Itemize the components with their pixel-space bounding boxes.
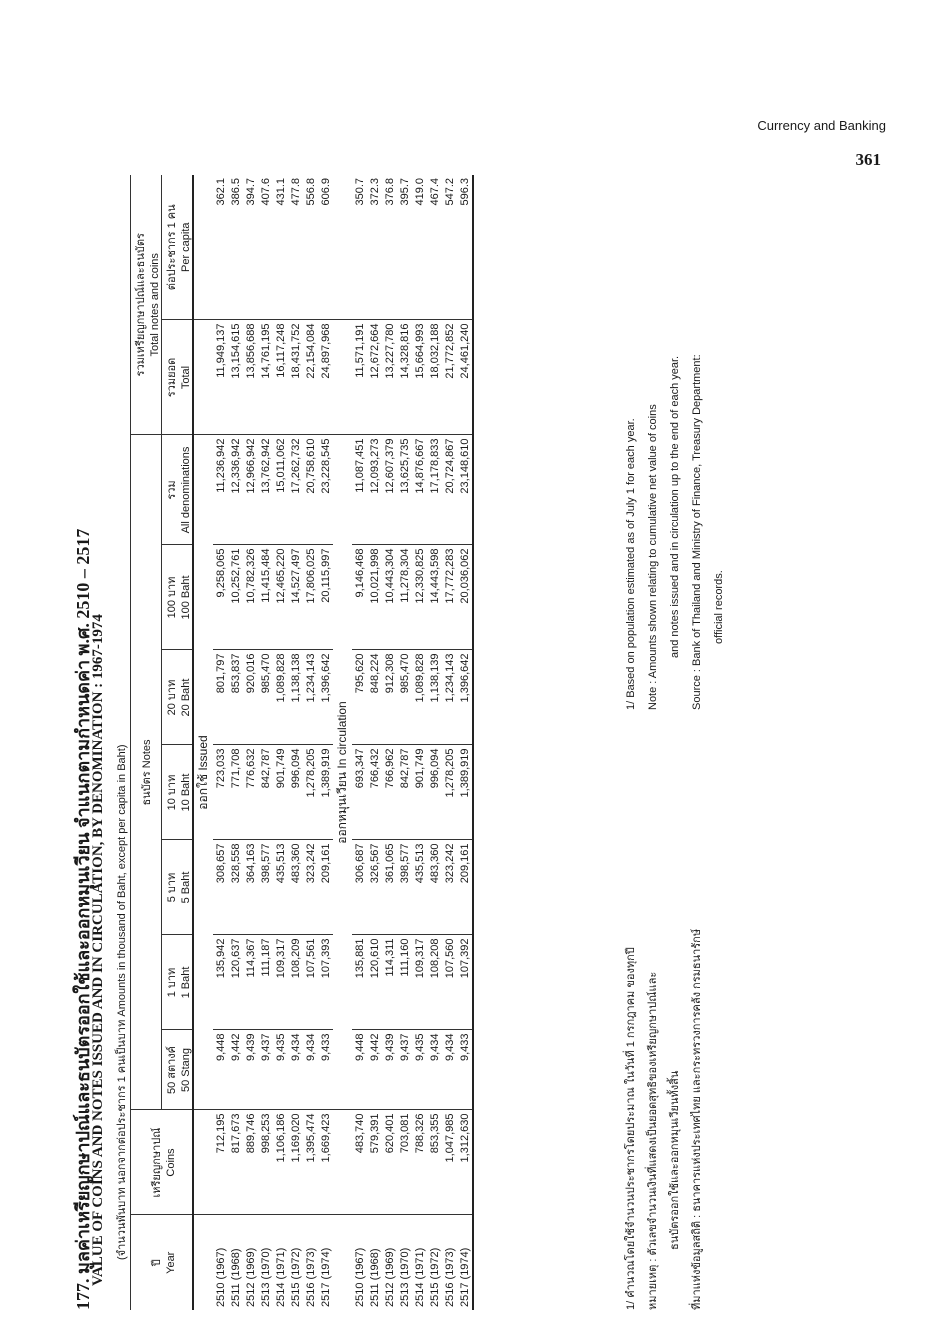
table-cell: 24,897,968 bbox=[318, 320, 333, 435]
table-cell: 579,391 bbox=[367, 1110, 382, 1215]
table-cell: 9,448 bbox=[352, 1030, 367, 1110]
table-cell: 107,393 bbox=[318, 935, 333, 1030]
table-cell: 11,949,137 bbox=[213, 320, 228, 435]
notes-group-header bbox=[131, 435, 162, 1110]
table-cell: 9,439 bbox=[382, 1030, 397, 1110]
note-en-2: and notes issued and in circulation up to the end of each year. bbox=[669, 355, 681, 658]
section-row bbox=[333, 175, 352, 1310]
table-cell: 483,360 bbox=[288, 840, 303, 935]
table-row bbox=[228, 175, 243, 1310]
per-capita-en: Per capita bbox=[180, 175, 193, 320]
section-spacer bbox=[193, 1215, 213, 1310]
table-cell: 1,312,630 bbox=[457, 1110, 473, 1215]
table-cell: 20,036,062 bbox=[457, 545, 473, 650]
table-cell: 14,876,667 bbox=[412, 435, 427, 545]
table-cell: 483,360 bbox=[427, 840, 442, 935]
table-cell: 14,443,598 bbox=[427, 545, 442, 650]
footnotes-english bbox=[620, 354, 730, 710]
table-cell: 17,772,283 bbox=[442, 545, 457, 650]
table-cell: 9,435 bbox=[412, 1030, 427, 1110]
table-cell: 17,178,833 bbox=[427, 435, 442, 545]
table-cell: 547.2 bbox=[442, 175, 457, 320]
table-cell: 135,881 bbox=[352, 935, 367, 1030]
page-number: 361 bbox=[855, 150, 881, 169]
table-cell: 12,465,220 bbox=[273, 545, 288, 650]
table-units: (จำนวนพันบาท นอกจากต่อประชากร 1 คนเป็นบาท Amounts in thousand of Baht, except per capita in Baht) bbox=[116, 744, 128, 1260]
table-cell: 1,138,138 bbox=[288, 650, 303, 745]
table-cell: 9,434 bbox=[427, 1030, 442, 1110]
table-cell: 108,209 bbox=[288, 935, 303, 1030]
row-year: 2517 (1974) bbox=[457, 1215, 473, 1310]
table-cell: 556.8 bbox=[303, 175, 318, 320]
table-cell: 419.0 bbox=[412, 175, 427, 320]
table-cell: 12,672,664 bbox=[367, 320, 382, 435]
table-cell: 12,966,942 bbox=[243, 435, 258, 545]
table-cell: 467.4 bbox=[427, 175, 442, 320]
table-row bbox=[397, 175, 412, 1310]
table-row bbox=[243, 175, 258, 1310]
table-cell: 323,242 bbox=[303, 840, 318, 935]
denom-th: 20 บาท bbox=[162, 650, 181, 745]
row-year: 2511 (1968) bbox=[229, 1248, 242, 1307]
notes-group-th: ธนบัตร bbox=[141, 771, 153, 806]
table-cell: 17,806,025 bbox=[303, 545, 318, 650]
table-cell: 12,336,942 bbox=[228, 435, 243, 545]
running-header: Currency and Banking bbox=[757, 118, 886, 133]
table-cell: 9,435 bbox=[273, 1030, 288, 1110]
table-cell: 12,607,379 bbox=[382, 435, 397, 545]
notes-group-en: Notes bbox=[141, 739, 153, 769]
row-year: 2515 (1972) bbox=[428, 1247, 441, 1307]
table-cell: 901,749 bbox=[412, 745, 427, 840]
table-cell: 395.7 bbox=[397, 175, 412, 320]
table-cell: 1,389,919 bbox=[457, 745, 473, 840]
table-row bbox=[457, 175, 473, 1310]
table-cell: 771,708 bbox=[228, 745, 243, 840]
denom-th: 50 สตางค์ bbox=[162, 1030, 181, 1110]
denom-en: 5 Baht bbox=[180, 840, 193, 935]
table-cell: 9,439 bbox=[243, 1030, 258, 1110]
total-th: รวมยอด bbox=[162, 320, 181, 435]
col-year-en: Year bbox=[164, 1251, 177, 1274]
table-cell: 723,033 bbox=[213, 745, 228, 840]
row-year: 2512 (1969) bbox=[383, 1247, 396, 1307]
table-cell: 361,065 bbox=[382, 840, 397, 935]
total-group-en: Total notes and coins bbox=[149, 253, 161, 357]
col-coins-th: เหรียญกษาปณ์ bbox=[150, 1127, 163, 1198]
table-row bbox=[427, 175, 442, 1310]
table-cell: 435,513 bbox=[273, 840, 288, 935]
row-year: 2513 (1970) bbox=[259, 1247, 272, 1307]
table-cell: 120,610 bbox=[367, 935, 382, 1030]
table-cell: 985,470 bbox=[258, 650, 273, 745]
table-cell: 12,330,825 bbox=[412, 545, 427, 650]
table-cell: 23,228,545 bbox=[318, 435, 333, 545]
table-cell: 22,154,084 bbox=[303, 320, 318, 435]
section-label: ออกใช้ Issued bbox=[193, 435, 213, 1110]
table-cell: 1,396,642 bbox=[318, 650, 333, 745]
denom-en: 1 Baht bbox=[180, 935, 193, 1030]
table-cell: 596.3 bbox=[457, 175, 473, 320]
table-cell: 14,761,195 bbox=[258, 320, 273, 435]
note-th-2: ธนบัตรออกใช้และออกหมุนเวียนทั้งสิ้น bbox=[669, 1070, 681, 1250]
table-cell: 889,746 bbox=[243, 1110, 258, 1215]
table-cell: 483,740 bbox=[352, 1110, 367, 1215]
table-cell: 16,117,248 bbox=[273, 320, 288, 435]
table-cell: 1,278,205 bbox=[442, 745, 457, 840]
table-cell: 10,443,304 bbox=[382, 545, 397, 650]
table-cell: 912,308 bbox=[382, 650, 397, 745]
title-thai-text: มูลค่าเหรียญกษาปณ์และธนบัตรออกใช้และออกหมุนเวียน จำแนกตามกำหนดค่า พ.ศ. 2510 – 2517 bbox=[73, 528, 93, 1274]
table-cell: 9,146,468 bbox=[352, 545, 367, 650]
col-coins-header bbox=[131, 1110, 194, 1215]
table-cell: 209,161 bbox=[457, 840, 473, 935]
row-year: 2510 (1967) bbox=[214, 1247, 227, 1307]
source-th: ที่มาแห่งข้อมูลสถิติ : ธนาคารแห่งประเทศไทย และกระทรวงการคลัง กรมธนารักษ์ bbox=[691, 928, 703, 1310]
table-cell: 1,169,020 bbox=[288, 1110, 303, 1215]
table-cell: 712,195 bbox=[213, 1110, 228, 1215]
table-cell: 1,047,985 bbox=[442, 1110, 457, 1215]
table-cell: 328,558 bbox=[228, 840, 243, 935]
table-cell: 9,434 bbox=[442, 1030, 457, 1110]
table-cell: 398,577 bbox=[258, 840, 273, 935]
table-cell: 114,311 bbox=[382, 935, 397, 1030]
table-cell: 24,461,240 bbox=[457, 320, 473, 435]
table-cell: 107,560 bbox=[442, 935, 457, 1030]
per-capita-th: ต่อประชากร 1 คน bbox=[162, 175, 181, 320]
table-title-english: VALUE OF COINS AND NOTES ISSUED AND IN CIRCULATION, BY DENOMINATION : 1967-1974 bbox=[90, 614, 106, 1286]
table-cell: 13,154,615 bbox=[228, 320, 243, 435]
table-cell: 477.8 bbox=[288, 175, 303, 320]
table-cell: 109,317 bbox=[273, 935, 288, 1030]
row-year: 2513 (1970) bbox=[398, 1247, 411, 1307]
table-cell: 901,749 bbox=[273, 745, 288, 840]
table-cell: 394.7 bbox=[243, 175, 258, 320]
data-table bbox=[130, 175, 474, 1310]
table-cell: 13,856,688 bbox=[243, 320, 258, 435]
table-cell: 766,432 bbox=[367, 745, 382, 840]
table-cell: 350.7 bbox=[352, 175, 367, 320]
table-cell: 9,434 bbox=[288, 1030, 303, 1110]
table-cell: 842,787 bbox=[258, 745, 273, 840]
table-cell: 14,328,816 bbox=[397, 320, 412, 435]
table-cell: 9,433 bbox=[457, 1030, 473, 1110]
denom-th: 1 บาท bbox=[162, 935, 181, 1030]
table-cell: 18,431,752 bbox=[288, 320, 303, 435]
table-cell: 120,637 bbox=[228, 935, 243, 1030]
table-cell: 1,669,423 bbox=[318, 1110, 333, 1215]
table-cell: 853,355 bbox=[427, 1110, 442, 1215]
table-cell: 9,434 bbox=[303, 1030, 318, 1110]
table-cell: 10,252,761 bbox=[228, 545, 243, 650]
table-cell: 15,664,993 bbox=[412, 320, 427, 435]
table-cell: 372.3 bbox=[367, 175, 382, 320]
table-cell: 20,724,867 bbox=[442, 435, 457, 545]
table-cell: 1,106,186 bbox=[273, 1110, 288, 1215]
table-cell: 1,396,642 bbox=[457, 650, 473, 745]
table-cell: 11,278,304 bbox=[397, 545, 412, 650]
table-cell: 9,442 bbox=[228, 1030, 243, 1110]
total-group-header bbox=[131, 175, 162, 435]
table-cell: 703,081 bbox=[397, 1110, 412, 1215]
table-cell: 435,513 bbox=[412, 840, 427, 935]
table-cell: 10,021,998 bbox=[367, 545, 382, 650]
table-row bbox=[412, 175, 427, 1310]
table-cell: 776,632 bbox=[243, 745, 258, 840]
table-cell: 11,087,451 bbox=[352, 435, 367, 545]
col-coins-en: Coins bbox=[164, 1148, 177, 1177]
table-cell: 1,089,828 bbox=[273, 650, 288, 745]
table-cell: 17,262,732 bbox=[288, 435, 303, 545]
section-label: ออกหมุนเวียน In circulation bbox=[333, 435, 352, 1110]
table-cell: 109,317 bbox=[412, 935, 427, 1030]
table-cell: 1,234,143 bbox=[442, 650, 457, 745]
table-cell: 795,620 bbox=[352, 650, 367, 745]
note-th-1: หมายเหตุ : ตัวเลขจำนวนเงินที่แสดงเป็นยอดสุทธิของเหรียญกษาปณ์และ bbox=[647, 971, 659, 1310]
footnote-th-1: 1/ คำนวณโดยใช้จำนวนประชากรโดยประมาณ ในวันที่ 1 กรกฎาคม ของทุกปี bbox=[625, 947, 637, 1310]
table-cell: 996,094 bbox=[288, 745, 303, 840]
table-cell: 18,032,188 bbox=[427, 320, 442, 435]
table-cell: 9,433 bbox=[318, 1030, 333, 1110]
table-cell: 11,236,942 bbox=[213, 435, 228, 545]
row-year: 2516 (1973) bbox=[443, 1247, 456, 1307]
total-group-th: รวมเหรียญกษาปณ์และธนบัตร bbox=[135, 233, 147, 377]
table-cell: 15,011,062 bbox=[273, 435, 288, 545]
table-cell: 364,163 bbox=[243, 840, 258, 935]
table-cell: 998,253 bbox=[258, 1110, 273, 1215]
denom-en: 50 Stang bbox=[180, 1030, 193, 1110]
row-year: 2510 (1967) bbox=[353, 1247, 366, 1307]
table-cell: 14,527,497 bbox=[288, 545, 303, 650]
table-cell: 1,389,919 bbox=[318, 745, 333, 840]
total-en: Total bbox=[180, 320, 193, 435]
footnote-en-1: 1/ Based on population estimated as of July 1 for each year. bbox=[625, 418, 637, 710]
table-cell: 20,115,997 bbox=[318, 545, 333, 650]
table-cell: 606.9 bbox=[318, 175, 333, 320]
table-cell: 111,160 bbox=[397, 935, 412, 1030]
table-cell: 766,962 bbox=[382, 745, 397, 840]
table-cell: 985,470 bbox=[397, 650, 412, 745]
row-year: 2514 (1971) bbox=[274, 1247, 287, 1307]
table-cell: 13,227,780 bbox=[382, 320, 397, 435]
table-cell: 12,093,273 bbox=[367, 435, 382, 545]
table-cell: 362.1 bbox=[213, 175, 228, 320]
denom-th: รวม bbox=[162, 435, 181, 545]
section-spacer bbox=[193, 320, 213, 435]
section-spacer bbox=[193, 175, 213, 320]
table-cell: 407.6 bbox=[258, 175, 273, 320]
table-cell: 323,242 bbox=[442, 840, 457, 935]
table-cell: 9,437 bbox=[397, 1030, 412, 1110]
table-cell: 9,448 bbox=[213, 1030, 228, 1110]
table-cell: 135,942 bbox=[213, 935, 228, 1030]
table-row bbox=[382, 175, 397, 1310]
table-row bbox=[352, 175, 367, 1310]
table-row bbox=[442, 175, 457, 1310]
table-cell: 23,148,610 bbox=[457, 435, 473, 545]
table-cell: 398,577 bbox=[397, 840, 412, 935]
section-spacer bbox=[333, 175, 352, 320]
denom-en: 100 Baht bbox=[180, 545, 193, 650]
col-year-th: ปี bbox=[150, 1259, 163, 1267]
row-year: 2516 (1973) bbox=[304, 1247, 317, 1307]
section-spacer bbox=[333, 1215, 352, 1310]
table-cell: 11,415,484 bbox=[258, 545, 273, 650]
table-cell: 1,138,139 bbox=[427, 650, 442, 745]
table-cell: 13,625,735 bbox=[397, 435, 412, 545]
source-en-2: official records. bbox=[713, 570, 725, 644]
table-cell: 9,442 bbox=[367, 1030, 382, 1110]
table-cell: 10,782,326 bbox=[243, 545, 258, 650]
row-year: 2515 (1972) bbox=[289, 1247, 302, 1307]
table-cell: 1,395,474 bbox=[303, 1110, 318, 1215]
table-cell: 21,772,852 bbox=[442, 320, 457, 435]
row-year: 2517 (1974) bbox=[319, 1247, 332, 1307]
row-year: 2514 (1971) bbox=[413, 1247, 426, 1307]
table-cell: 20,758,610 bbox=[303, 435, 318, 545]
denom-th: 100 บาท bbox=[162, 545, 181, 650]
table-number: 177. bbox=[73, 1278, 93, 1310]
table-row bbox=[367, 175, 382, 1310]
row-year: 2512 (1969) bbox=[244, 1247, 257, 1307]
table-cell: 431.1 bbox=[273, 175, 288, 320]
table-cell: 1,234,143 bbox=[303, 650, 318, 745]
table-cell: 13,762,942 bbox=[258, 435, 273, 545]
denom-th: 5 บาท bbox=[162, 840, 181, 935]
table-cell: 788,326 bbox=[412, 1110, 427, 1215]
table-cell: 306,687 bbox=[352, 840, 367, 935]
table-cell: 308,657 bbox=[213, 840, 228, 935]
section-spacer bbox=[193, 1110, 213, 1215]
section-row bbox=[193, 175, 213, 1310]
table-cell: 853,837 bbox=[228, 650, 243, 745]
table-cell: 920,016 bbox=[243, 650, 258, 745]
table-cell: 376.8 bbox=[382, 175, 397, 320]
table-row bbox=[303, 175, 318, 1310]
denom-en: 10 Baht bbox=[180, 745, 193, 840]
footnotes-thai bbox=[620, 929, 708, 1310]
table-row bbox=[258, 175, 273, 1310]
table-row bbox=[273, 175, 288, 1310]
note-en-1: Note : Amounts shown relating to cumulative net value of coins bbox=[647, 404, 659, 710]
table-cell: 107,392 bbox=[457, 935, 473, 1030]
table-cell: 9,437 bbox=[258, 1030, 273, 1110]
source-en-1: Source : Bank of Thailand and Ministry of Finance, Treasury Department: bbox=[691, 354, 703, 710]
table-cell: 817,673 bbox=[228, 1110, 243, 1215]
table-cell: 996,094 bbox=[427, 745, 442, 840]
section-spacer bbox=[333, 1110, 352, 1215]
table-cell: 848,224 bbox=[367, 650, 382, 745]
table-cell: 111,187 bbox=[258, 935, 273, 1030]
table-cell: 801,797 bbox=[213, 650, 228, 745]
table-cell: 11,571,191 bbox=[352, 320, 367, 435]
table-cell: 1,278,205 bbox=[303, 745, 318, 840]
table-cell: 386.5 bbox=[228, 175, 243, 320]
denom-en: All denominations bbox=[180, 435, 193, 545]
table-cell: 9,258,065 bbox=[213, 545, 228, 650]
table-cell: 1,089,828 bbox=[412, 650, 427, 745]
table-row bbox=[288, 175, 303, 1310]
row-year: 2511 (1968) bbox=[368, 1248, 381, 1307]
table-cell: 620,401 bbox=[382, 1110, 397, 1215]
table-cell: 326,567 bbox=[367, 840, 382, 935]
table-row bbox=[213, 175, 228, 1310]
section-spacer bbox=[333, 320, 352, 435]
table-row bbox=[318, 175, 333, 1310]
denom-en: 20 Baht bbox=[180, 650, 193, 745]
table-cell: 107,561 bbox=[303, 935, 318, 1030]
table-cell: 108,208 bbox=[427, 935, 442, 1030]
table-cell: 114,367 bbox=[243, 935, 258, 1030]
rotated-table-page bbox=[68, 175, 888, 1310]
col-year-header bbox=[131, 1215, 194, 1310]
table-cell: 842,787 bbox=[397, 745, 412, 840]
table-cell: 693,347 bbox=[352, 745, 367, 840]
table-cell: 209,161 bbox=[318, 840, 333, 935]
denom-th: 10 บาท bbox=[162, 745, 181, 840]
